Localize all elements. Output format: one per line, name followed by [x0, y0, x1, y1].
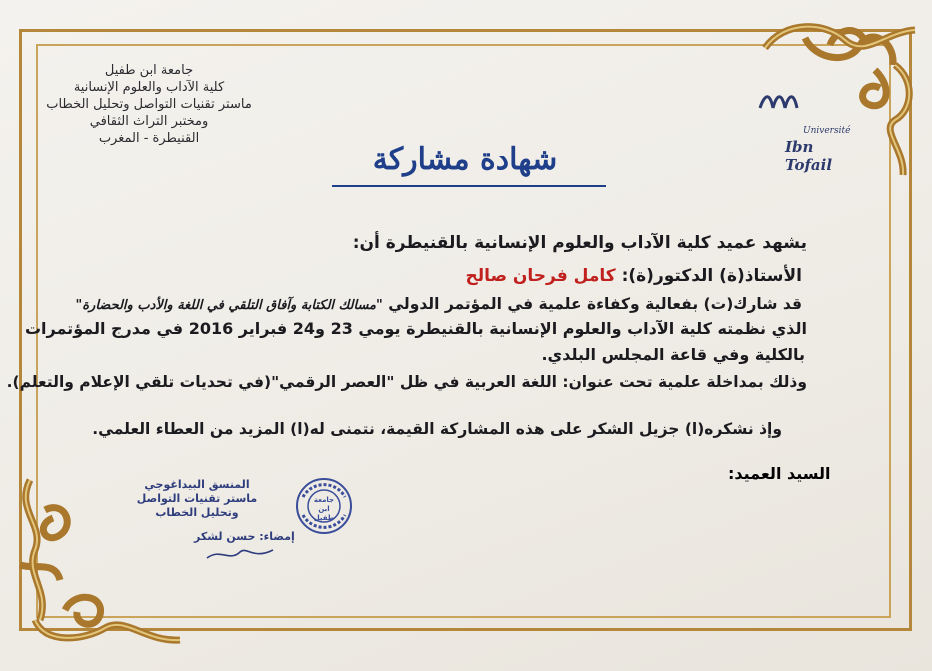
- body-line-7: وإذ نشكره(ا) جزيل الشكر على هذه المشاركة القيمة، نتمنى له(ا) المزيد من العطاء العلمي.: [92, 420, 782, 438]
- body-line-6: وذلك بمداخلة علمية تحت عنوان: اللغة العربية في ظل "العصر الرقمي"(في تحديات تلقي الإعلام والتعلم).: [6, 373, 807, 391]
- header-line-master: ماستر تقنيات التواصل وتحليل الخطاب: [46, 97, 252, 112]
- body-line-5: بالكلية وفي قاعة المجلس البلدي.: [541, 345, 805, 364]
- coordinator-line-2: ماستر تقنيات التواصل: [136, 492, 258, 505]
- institution-header: [34, 62, 264, 147]
- conference-title: "مسالك الكتابة وآفاق التلقي في اللغة والأدب والحضارة": [75, 298, 383, 313]
- recipient-prefix: الأستاذ(ة) الدكتور(ة):: [621, 266, 802, 286]
- body-line-1: يشهد عميد كلية الآداب والعلوم الإنسانية بالقنيطرة أن:: [352, 233, 807, 253]
- coordinator-signature-label: إمضاء: حسن لشكر: [194, 530, 295, 543]
- body-line-3: [75, 295, 802, 313]
- logo-brand-text: Université: [803, 126, 851, 136]
- dean-label: السيد العميد:: [728, 464, 831, 483]
- title-underline: [332, 185, 606, 187]
- header-line-faculty: كلية الآداب والعلوم الإنسانية: [73, 80, 225, 95]
- university-logo: [745, 68, 865, 178]
- header-line-city: القنيطرة - المغرب: [98, 131, 200, 146]
- university-seal: [295, 477, 353, 535]
- header-line-lab: ومختبر التراث الثقافي: [89, 114, 209, 129]
- certificate-title: شهادة مشاركة: [372, 142, 558, 177]
- logo-emblem-icon: [755, 78, 805, 128]
- body-line-4: الذي نظمته كلية الآداب والعلوم الإنسانية بالقنيطرة يومي 23 و24 فبراير 2016 في مدرج المؤتمرات: [24, 319, 807, 338]
- body-line-2: [466, 266, 802, 286]
- signature-icon: [205, 540, 275, 564]
- coordinator-line-3: وتحليل الخطاب: [155, 506, 239, 519]
- seal-text: جامعة ابن طفيل: [313, 496, 335, 522]
- recipient-name: كامل فرحان صالح: [465, 266, 616, 286]
- header-line-university: جامعة ابن طفيل: [104, 63, 194, 78]
- participation-text: قد شارك(ت) بفعالية وكفاءة علمية في المؤتمر الدولي: [388, 295, 802, 313]
- logo-name-text: Ibn Tofail: [785, 138, 833, 174]
- coordinator-stamp: [112, 478, 282, 520]
- coordinator-line-1: المنسق البيداغوجي: [144, 478, 250, 491]
